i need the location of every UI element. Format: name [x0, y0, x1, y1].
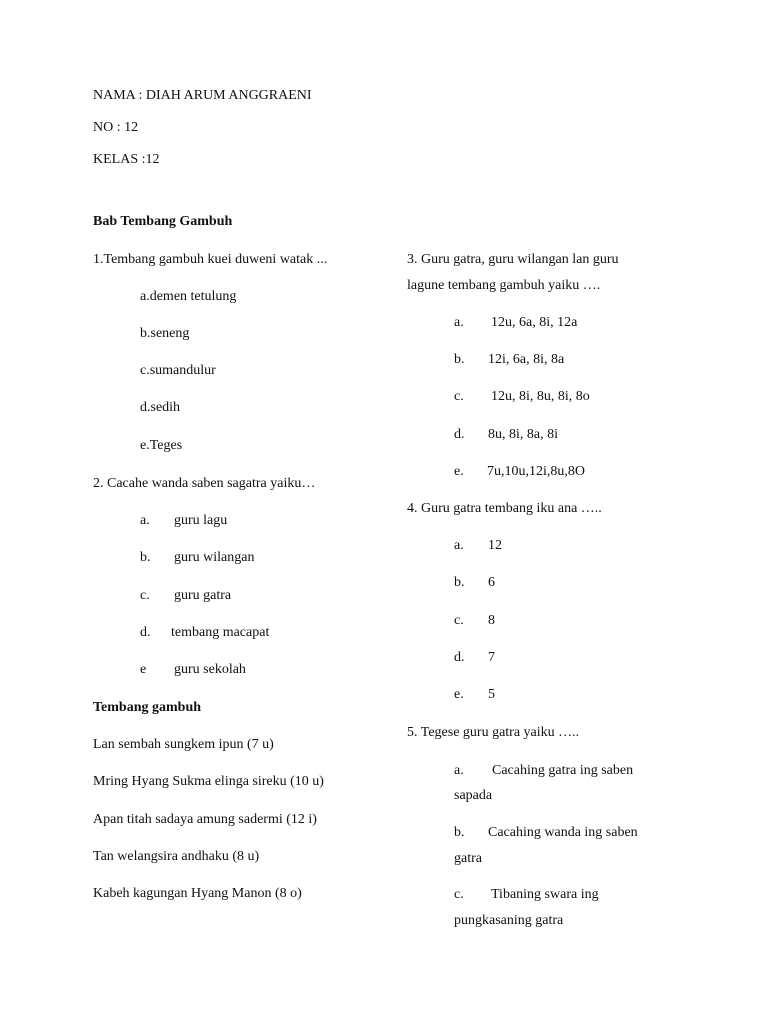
- poem-line-5: Kabeh kagungan Hyang Manon (8 o): [93, 886, 302, 901]
- poem-title: Tembang gambuh: [93, 700, 202, 715]
- student-number: NO : 12: [93, 120, 139, 135]
- question-3-line-2: lagune tembang gambuh yaiku ….: [407, 278, 601, 293]
- option-letter: b.: [454, 825, 465, 840]
- option-text: tembang macapat: [171, 625, 270, 640]
- student-name: NAMA : DIAH ARUM ANGGRAENI: [93, 88, 312, 103]
- option-text-line-1: Cacahing wanda ing saben: [488, 825, 638, 840]
- option-text: 7u,10u,12i,8u,8O: [487, 464, 585, 479]
- question-3-line-1: 3. Guru gatra, guru wilangan lan guru: [407, 252, 619, 267]
- option-text: 8u, 8i, 8a, 8i: [488, 427, 558, 442]
- option-letter: c.: [454, 887, 464, 902]
- option-letter: d.: [454, 427, 465, 442]
- question-4: 4. Guru gatra tembang iku ana …..: [407, 501, 602, 516]
- q5-option-a-line-2: sapada: [454, 788, 493, 803]
- poem-line-2: Mring Hyang Sukma elinga sireku (10 u): [93, 774, 324, 789]
- option-letter: b.: [454, 575, 465, 590]
- poem-line-1: Lan sembah sungkem ipun (7 u): [93, 737, 274, 752]
- option-letter: e: [140, 662, 147, 677]
- option-letter: c.: [454, 613, 464, 628]
- poem-line-3: Apan titah sadaya amung sadermi (12 i): [93, 812, 317, 827]
- option-letter: c.: [454, 389, 464, 404]
- student-class: KELAS :12: [93, 152, 160, 167]
- option-text: guru sekolah: [174, 662, 246, 677]
- option-letter: a.: [454, 315, 464, 330]
- q1-option-c: c.sumandulur: [140, 363, 216, 378]
- option-letter: d.: [140, 625, 151, 640]
- q1-option-b: b.seneng: [140, 326, 190, 341]
- option-letter: e.: [454, 687, 464, 702]
- option-text: 6: [488, 575, 495, 590]
- option-text: 12u, 8i, 8u, 8i, 8o: [491, 389, 590, 404]
- option-text: guru lagu: [174, 513, 228, 528]
- option-text: 7: [488, 650, 495, 665]
- question-1: 1.Tembang gambuh kuei duweni watak ...: [93, 252, 328, 267]
- option-letter: b.: [140, 550, 151, 565]
- option-text: 5: [488, 687, 495, 702]
- option-text-line-1: Tibaning swara ing: [491, 887, 599, 902]
- option-text: 8: [488, 613, 495, 628]
- option-text: guru gatra: [174, 588, 232, 603]
- section-title: Bab Tembang Gambuh: [93, 214, 233, 229]
- option-text: 12: [488, 538, 502, 553]
- option-text: 12i, 6a, 8i, 8a: [488, 352, 565, 367]
- option-text: guru wilangan: [174, 550, 255, 565]
- q1-option-e: e.Teges: [140, 438, 183, 453]
- poem-line-4: Tan welangsira andhaku (8 u): [93, 849, 260, 864]
- option-letter: b.: [454, 352, 465, 367]
- question-2: 2. Cacahe wanda saben sagatra yaiku…: [93, 476, 316, 491]
- option-text: 12u, 6a, 8i, 12a: [491, 315, 578, 330]
- q5-option-b-line-2: gatra: [454, 851, 482, 866]
- option-letter: a.: [454, 538, 464, 553]
- q5-option-c-line-2: pungkasaning gatra: [454, 913, 564, 928]
- option-letter: a.: [454, 763, 464, 778]
- option-text-line-1: Cacahing gatra ing saben: [492, 763, 634, 778]
- option-letter: d.: [454, 650, 465, 665]
- option-letter: e.: [454, 464, 464, 479]
- q1-option-a: a.demen tetulung: [140, 289, 237, 304]
- question-5: 5. Tegese guru gatra yaiku …..: [407, 725, 580, 740]
- option-letter: a.: [140, 513, 150, 528]
- option-letter: c.: [140, 588, 150, 603]
- q1-option-d: d.sedih: [140, 400, 181, 415]
